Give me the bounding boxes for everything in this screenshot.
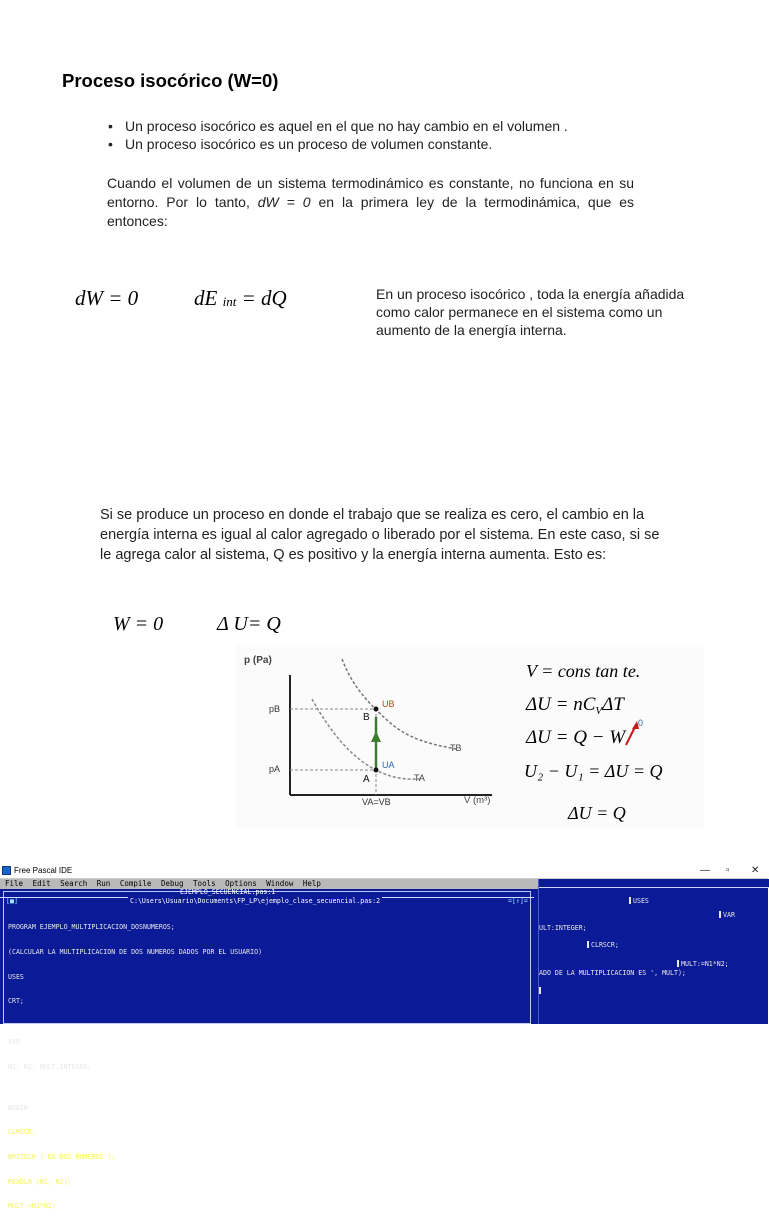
- ide-titlebar: [0, 862, 768, 879]
- code-line: BEGIN: [8, 1103, 28, 1112]
- point-b-marker: [374, 707, 379, 712]
- formula-du-ncv: [525, 694, 625, 717]
- menu-window[interactable]: Window: [266, 879, 294, 888]
- menu-help[interactable]: Help: [302, 879, 321, 888]
- equation-w: W = 0: [113, 613, 164, 635]
- side-note: En un proceso isocórico , toda la energía añadida como calor permanece en el sistema como un aumento de la energía interna.: [376, 286, 685, 338]
- minimize-icon[interactable]: —: [700, 865, 710, 876]
- bullet-item: • Un proceso isocórico es un proceso de volumen constante.: [106, 135, 666, 153]
- tb-label: TB: [450, 743, 462, 753]
- pane-line: MULT:=N1*N2;: [677, 960, 729, 968]
- process-arrow: [371, 731, 381, 742]
- code-line: WRITELN ('DA DOS NUMEROS');: [8, 1153, 116, 1162]
- editor-window-2-title[interactable]: C:\Users\Usuario\Documents\FP_LP\ejemplo_clase_secuencial.pas:2: [130, 897, 381, 905]
- formula-du-q: ΔU = Q: [568, 803, 626, 823]
- isotherm-tb: [342, 659, 456, 749]
- point-a-marker: [374, 768, 379, 773]
- close-icon[interactable]: ✕: [751, 865, 760, 876]
- pv-diagram: [236, 645, 704, 828]
- code-line: PROGRAM EJEMPLO_MULTIPLICACION_DOSNUMEROS;: [8, 923, 175, 932]
- menu-debug[interactable]: Debug: [160, 879, 184, 888]
- x-axis-label: V (m³): [464, 795, 491, 806]
- equation-part: = dQ: [236, 286, 287, 310]
- pane-line: ULT:INTEGER;: [539, 924, 587, 932]
- ua-label: UA: [382, 760, 395, 770]
- menu-compile[interactable]: Compile: [119, 879, 152, 888]
- menu-edit[interactable]: Edit: [32, 879, 51, 888]
- formula-part: ΔT: [602, 694, 624, 715]
- equation-subscript: int: [222, 294, 237, 309]
- secondary-pane-frame: [539, 879, 769, 888]
- inline-equation: dW = 0: [257, 194, 311, 210]
- menu-options[interactable]: Options: [225, 879, 257, 888]
- pane-line: CLRSCR;: [587, 941, 619, 949]
- paragraph-first-law: [107, 174, 634, 231]
- point-a-label: A: [363, 774, 370, 785]
- code-line: VAR: [8, 1038, 20, 1047]
- code-line: N1, N2, MULT:INTEGER;: [8, 1062, 92, 1071]
- pv-diagram-figure: [236, 645, 704, 828]
- code-editor[interactable]: [8, 907, 262, 1227]
- menu-search[interactable]: Search: [60, 879, 88, 888]
- editor-window-1-title[interactable]: EJEMPLO_SECUENCIAL.pas:1: [180, 888, 276, 896]
- menu-tools[interactable]: Tools: [193, 879, 216, 888]
- pane-line: ADO DE LA MULTIPLICACION ES ', MULT);: [539, 969, 686, 977]
- maximize-icon[interactable]: ▫: [726, 865, 730, 876]
- formula-subscript: V: [595, 705, 603, 717]
- pane-line: VAR: [719, 911, 735, 919]
- code-line: USES: [8, 972, 24, 981]
- formula-u2-u1: U₂ − U₁ = ΔU = Q: [524, 761, 663, 781]
- equation-du: Δ U= Q: [217, 613, 281, 635]
- page-title: Proceso isocórico (W=0): [62, 70, 279, 91]
- w-zero-label: 0: [638, 718, 644, 728]
- pb-label: pB: [269, 704, 281, 714]
- menu-file[interactable]: File: [5, 879, 24, 888]
- ub-label: UB: [382, 699, 395, 709]
- formula-const-volume: V = cons tan te.: [526, 661, 641, 681]
- paragraph-internal-energy: Si se produce un proceso en donde el trabajo que se realiza es cero, el cambio en la energía interna es igual al calor agregado o liberado por el sistema. En este caso, si se le agrega calor al sistema, Q es positivo y la energía interna aumenta. Esto es:: [100, 507, 660, 563]
- free-pascal-ide-window: [0, 862, 768, 1211]
- close-window-button[interactable]: [■]: [6, 897, 18, 905]
- text-cursor: [539, 987, 543, 995]
- pane-line: USES: [629, 897, 649, 905]
- paragraph-text: en la primera ley de la termodinámica, que es entonces:: [107, 194, 634, 229]
- formula-part: ΔU = nC: [526, 694, 596, 715]
- secondary-editor-pane[interactable]: [538, 879, 768, 1024]
- bullet-list: [106, 117, 666, 153]
- bullet-item: • Un proceso isocórico es aquel en el que no hay cambio en el volumen .: [106, 117, 666, 135]
- code-line: READLN (N1, N2);: [8, 1177, 72, 1186]
- v-label: VA=VB: [362, 797, 391, 807]
- pa-label: pA: [269, 764, 281, 774]
- formula-du-q-w: ΔU = Q − W: [526, 727, 626, 748]
- equation-part: dE: [194, 286, 218, 310]
- paragraph-text: Cuando el volumen de un sistema termodinámico es constante, no funciona en su entorno. Por lo tanto,: [107, 175, 634, 210]
- equation-de: [194, 286, 287, 311]
- code-line: MULT:=N1*N2;: [8, 1202, 56, 1211]
- free-pascal-app-icon: [2, 866, 11, 875]
- menu-run[interactable]: Run: [96, 879, 111, 888]
- code-line: CLRSCR;: [8, 1128, 36, 1137]
- ta-label: TA: [414, 773, 425, 783]
- zoom-window-button[interactable]: =[↑]=: [508, 897, 528, 905]
- point-b-label: B: [363, 712, 370, 723]
- code-line: (CALCULAR LA MULTIPLICACION DE DOS NUMEROS DADOS POR EL USUARIO): [8, 948, 263, 957]
- y-axis-label: p (Pa): [244, 655, 272, 666]
- ide-app-title: Free Pascal IDE: [14, 866, 73, 875]
- code-line: CRT;: [8, 997, 24, 1006]
- equation-dw: dW = 0: [75, 286, 139, 310]
